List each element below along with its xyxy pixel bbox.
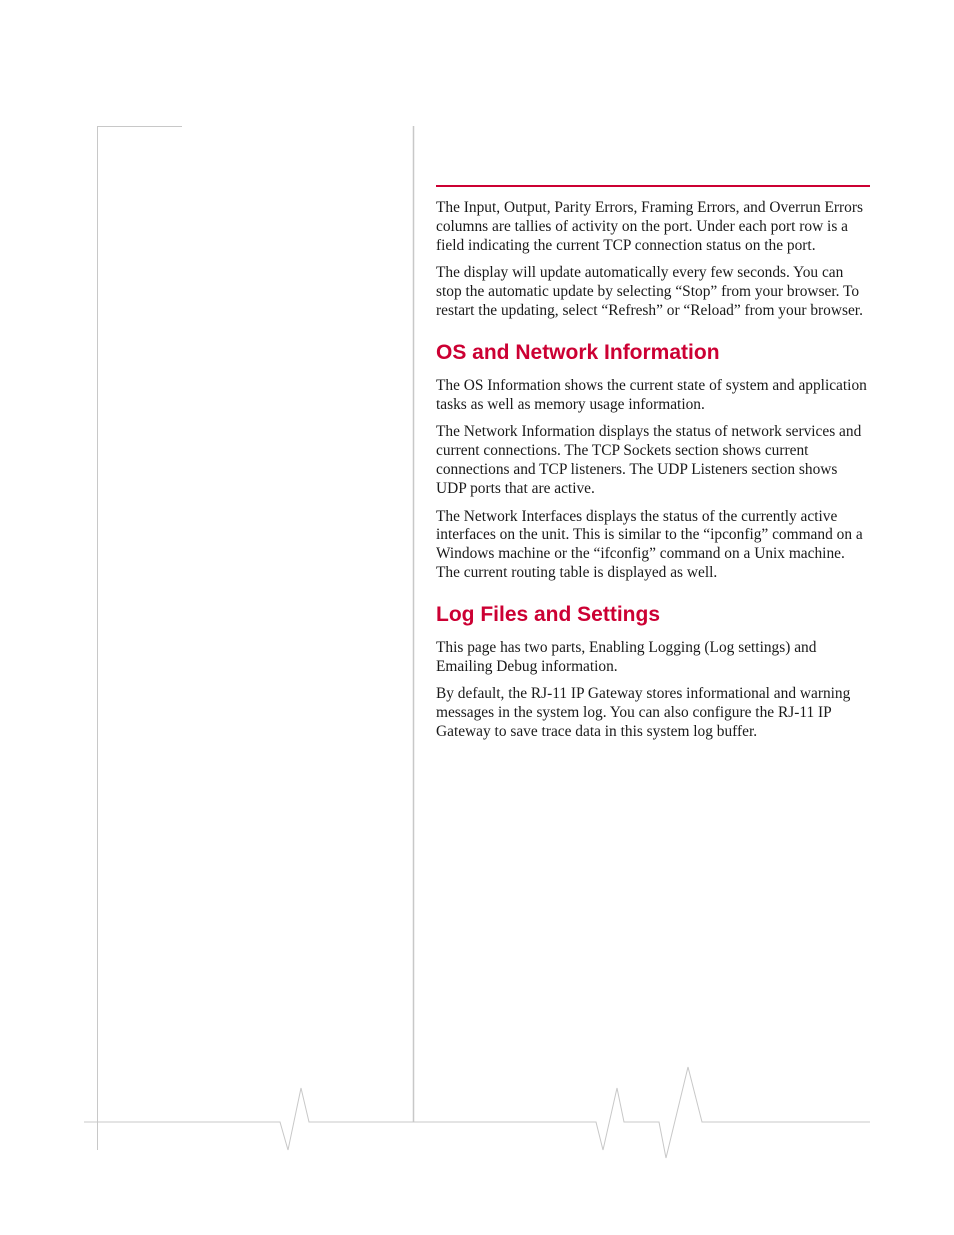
intro-paragraph-1: The Input, Output, Parity Errors, Framing Errors, and Overrun Errors columns are tallies of activity on the port. Under each port row is a field indicating the current TCP connection status on the port. (436, 199, 863, 254)
os-network-heading: OS and Network Information (436, 340, 720, 364)
log-paragraph-2: By default, the RJ-11 IP Gateway stores informational and warning messages in the system log. You can also configure the RJ-11 IP Gateway to save trace data in this system log buffer. (436, 685, 851, 740)
log-files-heading: Log Files and Settings (436, 602, 661, 626)
main-content (436, 199, 870, 751)
heartbeat-footer-line (84, 1067, 870, 1158)
os-paragraph-1: The OS Information shows the current state of system and application tasks as well as memory usage information. (436, 376, 867, 413)
os-paragraph-2: The Network Information displays the status of network services and current connections. The TCP Sockets section shows current connections and TCP listeners. The UDP Listeners section shows UDP ports that are active. (436, 423, 862, 497)
os-paragraph-3: The Network Interfaces displays the status of the currently active interfaces on the unit. This is similar to the “ipconfig” command on a Windows machine or the “ifconfig” command on a Unix machine. The current routing table is displayed as well. (436, 507, 863, 581)
log-paragraph-1: This page has two parts, Enabling Logging (Log settings) and Emailing Debug information. (436, 638, 817, 675)
intro-paragraph-2: The display will update automatically every few seconds. You can stop the automatic update by selecting “Stop” from your browser. To restart the updating, select “Refresh” or “Reload” from your browser. (436, 264, 863, 319)
